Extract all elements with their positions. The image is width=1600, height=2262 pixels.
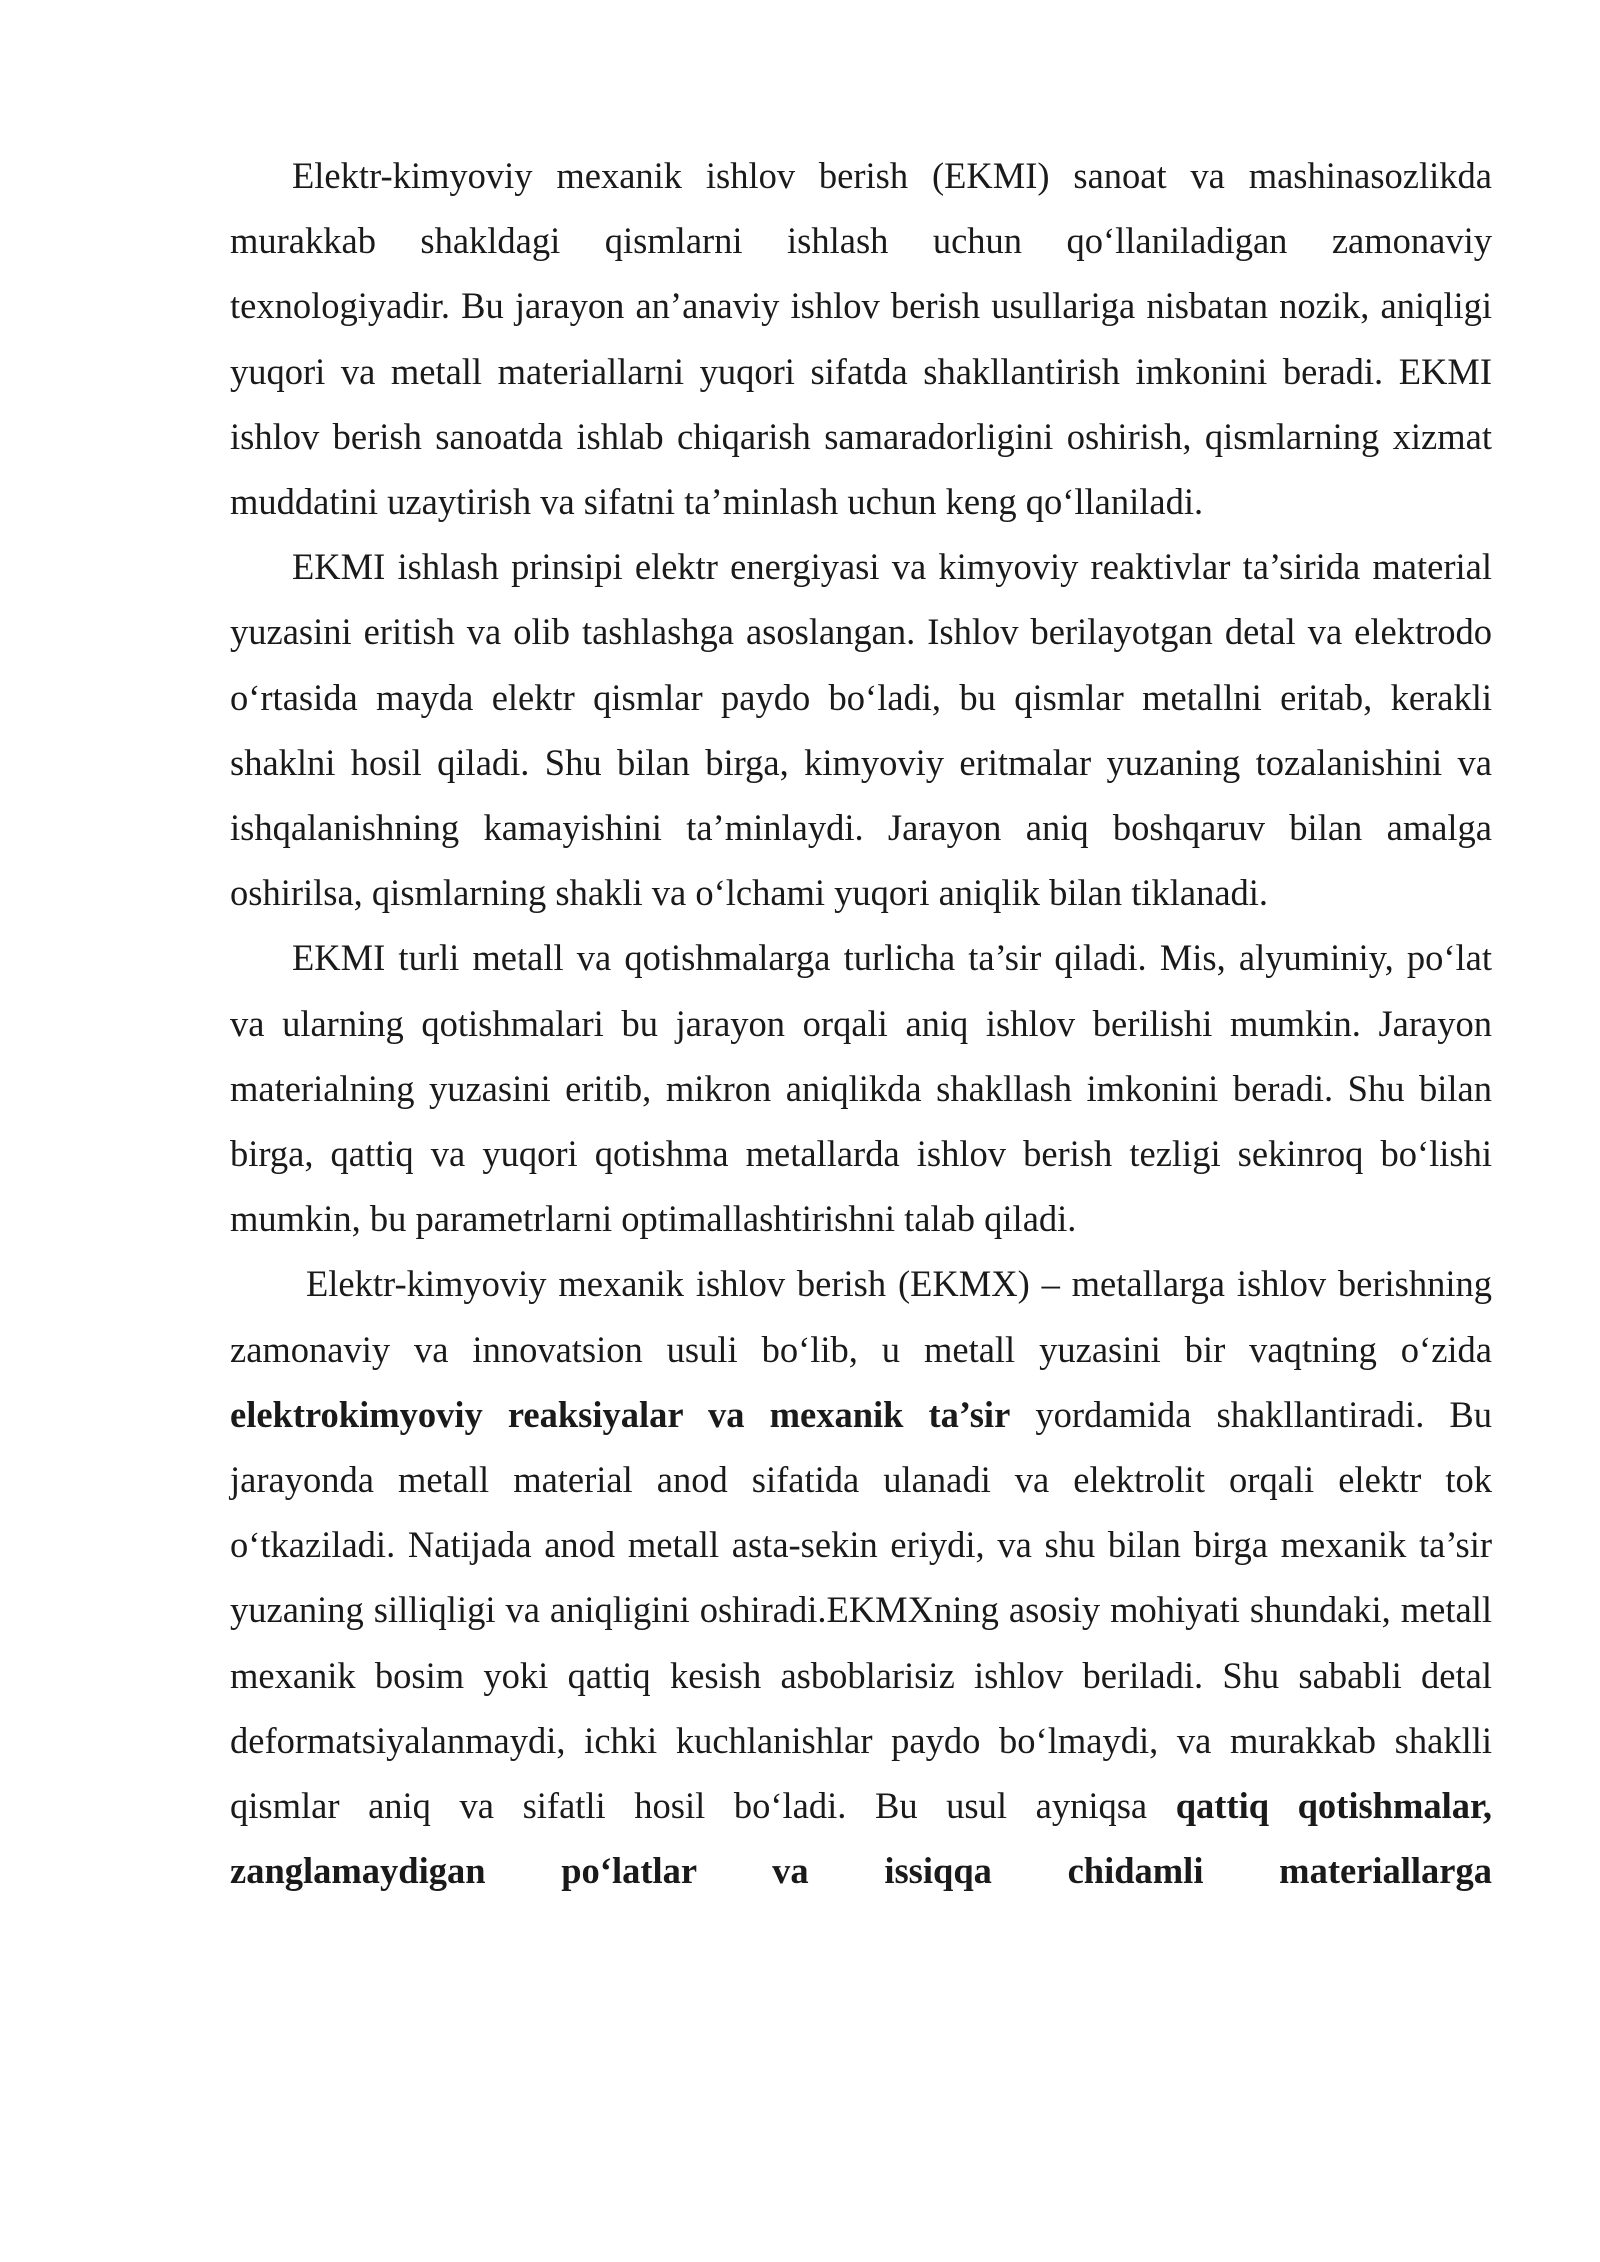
paragraph-4-text-a: Elektr-kimyoviy mexanik ishlov berish (EKMX) – metallarga ishlov berishning zamonaviy va innovatsion usuli bo‘lib, u metall yuzasini bir vaqtning o‘zida — [230, 1263, 1492, 1370]
paragraph-1: Elektr-kimyoviy mexanik ishlov berish (EKMI) sanoat va mashinasozlikda murakkab shakldagi qismlarni ishlash uchun qo‘llaniladigan zamonaviy texnologiyadir. Bu jarayon an’anaviy ishlov berish usullariga nisbatan nozik, aniqligi yuqori va metall materiallarni yuqori sifatda shakllantirish imkonini beradi. EKMI ishlov berish sanoatda ishlab chiqarish samaradorligini oshirish, qismlarning xizmat muddatini uzaytirish va sifatni ta’minlash uchun keng qo‘llaniladi. — [230, 155, 1492, 523]
document-body — [230, 143, 1492, 1903]
paragraph-4 — [230, 1251, 1492, 1903]
paragraph-4-bold-a: elektrokimyoviy reaksiyalar va mexanik ta’sir — [230, 1393, 1011, 1435]
paragraph-2: EKMI ishlash prinsipi elektr energiyasi va kimyoviy reaktivlar ta’sirida material yuzasini eritish va olib tashlashga asoslangan. Ishlov berilayotgan detal va elektrodo o‘rtasida mayda elektr qismlar paydo bo‘ladi, bu qismlar metallni eritab, kerakli shaklni hosil qiladi. Shu bilan birga, kimyoviy eritmalar yuzaning tozalanishini va ishqalanishning kamayishini ta’minlaydi. Jarayon aniq boshqaruv bilan amalga oshirilsa, qismlarning shakli va o‘lchami yuqori aniqlik bilan tiklanadi. — [230, 546, 1492, 914]
paragraph-4-text-b: yordamida shakllantiradi. Bu jarayonda metall material anod sifatida ulanadi va elektrolit orqali elektr tok o‘tkaziladi. Natijada anod metall asta-sekin eriydi, va shu bilan birga mexanik ta’sir yuzaning silliqligi va aniqligini oshiradi.EKMXning asosiy mohiyati shundaki, metall mexanik bosim yoki qattiq kesish asboblarisiz ishlov beriladi. Shu sababli detal deformatsiyalanmaydi, ichki kuchlanishlar paydo bo‘lmaydi, va murakkab shaklli qismlar aniq va sifatli hosil bo‘ladi. Bu usul ayniqsa — [230, 1393, 1493, 1827]
paragraph-3: EKMI turli metall va qotishmalarga turlicha ta’sir qiladi. Mis, alyuminiy, po‘lat va ularning qotishmalari bu jarayon orqali aniq ishlov berilishi mumkin. Jarayon materialning yuzasini eritib, mikron aniqlikda shakllash imkonini beradi. Shu bilan birga, qattiq va yuqori qotishma metallarda ishlov berish tezligi sekinroq bo‘lishi mumkin, bu parametrlarni optimallashtirishni talab qiladi. — [230, 937, 1492, 1240]
paragraph-4-bold-b: qattiq qotishmalar, zanglamaydigan po‘latlar va issiqqa chidamli materiallarga — [230, 1785, 1492, 1892]
